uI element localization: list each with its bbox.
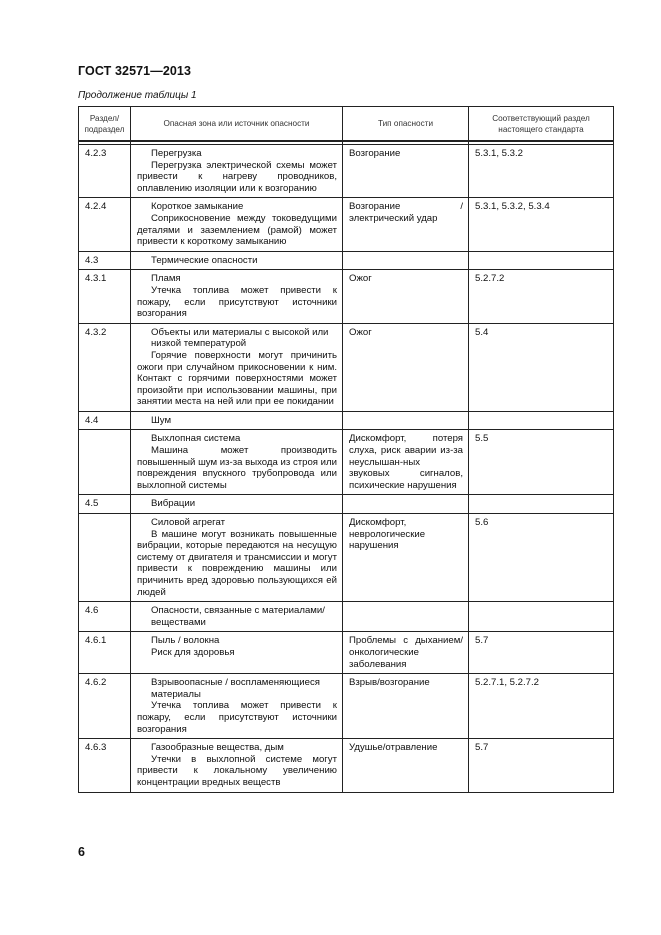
table-row bbox=[79, 739, 614, 792]
row-hazard-type: Дискомфорт, неврологические нарушения bbox=[343, 514, 469, 602]
row-section-number: 4.6 bbox=[79, 602, 131, 632]
row-standard-reference: 5.7 bbox=[469, 739, 614, 792]
table-row bbox=[79, 251, 614, 270]
header-hazard-zone: Опасная зона или источник опасности bbox=[131, 107, 343, 142]
row-hazard-zone bbox=[131, 602, 343, 632]
row-standard-reference: 5.4 bbox=[469, 323, 614, 411]
row-standard-reference bbox=[469, 495, 614, 514]
row-hazard-zone bbox=[131, 739, 343, 792]
hazard-description: В машине могут возникать повышенные вибрации, которые передаются на несущую систему от двигателя и трансмиссии и могут привести к повреждению машины или причинить вред здоровью пользующихся ей людей bbox=[137, 528, 337, 598]
row-section-number: 4.6.2 bbox=[79, 674, 131, 739]
row-hazard-type: Ожог bbox=[343, 270, 469, 323]
row-standard-reference bbox=[469, 411, 614, 430]
hazard-title: Шум bbox=[151, 414, 172, 426]
row-section-number: 4.6.3 bbox=[79, 739, 131, 792]
row-hazard-zone bbox=[131, 411, 343, 430]
row-hazard-zone bbox=[131, 632, 343, 674]
hazard-description: Машина может производить повышенный шум из-за выхода из строя или повреждения впускного трубопровода или выхлопной системы bbox=[137, 445, 337, 491]
row-standard-reference: 5.7 bbox=[469, 632, 614, 674]
row-hazard-zone bbox=[131, 430, 343, 495]
row-standard-reference: 5.5 bbox=[469, 430, 614, 495]
header-standard-section: Соответствующий раздел настоящего стандарта bbox=[469, 107, 614, 142]
table-row bbox=[79, 602, 614, 632]
table-row bbox=[79, 514, 614, 602]
table-row bbox=[79, 495, 614, 514]
row-section-number: 4.3.1 bbox=[79, 270, 131, 323]
table-row bbox=[79, 323, 614, 411]
row-hazard-type: Возгорание bbox=[343, 145, 469, 198]
row-section-number: 4.6.1 bbox=[79, 632, 131, 674]
row-section-number bbox=[79, 514, 131, 602]
row-section-number: 4.2.3 bbox=[79, 145, 131, 198]
hazard-subtitle: Риск для здоровья bbox=[151, 646, 235, 658]
header-hazard-type: Тип опасности bbox=[343, 107, 469, 142]
row-standard-reference: 5.2.7.1, 5.2.7.2 bbox=[469, 674, 614, 739]
row-standard-reference: 5.3.1, 5.3.2 bbox=[469, 145, 614, 198]
hazard-title: Короткое замыкание bbox=[151, 201, 244, 213]
row-hazard-type bbox=[343, 495, 469, 514]
row-section-number: 4.4 bbox=[79, 411, 131, 430]
row-hazard-zone bbox=[131, 270, 343, 323]
hazard-title: Газообразные вещества, дым bbox=[151, 742, 284, 754]
table-row bbox=[79, 632, 614, 674]
table-row bbox=[79, 270, 614, 323]
hazard-title: Взрывоопасные / воспламеняющиеся материалы bbox=[151, 677, 320, 700]
row-section-number: 4.3 bbox=[79, 251, 131, 270]
row-section-number: 4.3.2 bbox=[79, 323, 131, 411]
row-hazard-type: Возгорание / электрический удар bbox=[343, 198, 469, 251]
hazard-description: Утечка топлива может привести к пожару, если присутствуют источники возгорания bbox=[137, 700, 337, 735]
table-row bbox=[79, 430, 614, 495]
hazard-title: Объекты или материалы с высокой или низкой температурой bbox=[151, 326, 329, 350]
table-caption: Продолжение таблицы 1 bbox=[78, 90, 197, 101]
hazard-title: Вибрации bbox=[151, 498, 196, 510]
hazard-description: Горячие поверхности могут причинить ожоги при случайном прикосновении к ним. Контакт с горячими поверхностями может произойти при использовании машины, при занятии места на ней или при ее покидании bbox=[137, 349, 337, 408]
hazard-table bbox=[78, 106, 614, 793]
hazard-title: Пыль / волокна bbox=[151, 635, 220, 647]
table-row bbox=[79, 411, 614, 430]
hazard-title: Пламя bbox=[151, 273, 181, 285]
hazard-title: Выхлопная система bbox=[151, 433, 241, 445]
row-section-number: 4.5 bbox=[79, 495, 131, 514]
table-row bbox=[79, 145, 614, 198]
row-hazard-zone bbox=[131, 198, 343, 251]
header-section: Раздел/ подраздел bbox=[79, 107, 131, 142]
row-hazard-zone bbox=[131, 323, 343, 411]
hazard-description: Соприкосновение между токоведущими деталями и заземлением (рамой) может привести к короткому замыканию bbox=[137, 212, 337, 248]
row-hazard-zone bbox=[131, 674, 343, 739]
row-hazard-type: Дискомфорт, потеря слуха, риск аварии из-за неуслышан-ных звуковых сигналов, психические нарушения bbox=[343, 430, 469, 495]
row-hazard-type bbox=[343, 411, 469, 430]
row-hazard-type: Проблемы с дыханием/ онкологические заболевания bbox=[343, 632, 469, 674]
row-standard-reference: 5.6 bbox=[469, 514, 614, 602]
hazard-description: Утечки в выхлопной системе могут привести к локальному увеличению концентрации вредных веществ bbox=[137, 753, 337, 788]
hazard-title: Термические опасности bbox=[151, 254, 258, 266]
row-hazard-zone bbox=[131, 514, 343, 602]
page-number: 6 bbox=[78, 845, 85, 859]
row-standard-reference bbox=[469, 602, 614, 632]
row-hazard-type: Взрыв/возгорание bbox=[343, 674, 469, 739]
document-title: ГОСТ 32571—2013 bbox=[78, 64, 192, 78]
hazard-title: Перегрузка bbox=[151, 148, 202, 159]
hazard-description: Перегрузка электрической схемы может привести к нагреву проводников, оплавлению изоляции или к возгоранию bbox=[137, 159, 337, 194]
table-header-row bbox=[79, 107, 614, 142]
row-standard-reference bbox=[469, 251, 614, 270]
row-hazard-zone bbox=[131, 145, 343, 198]
row-hazard-zone bbox=[131, 251, 343, 270]
table-row bbox=[79, 674, 614, 739]
hazard-title: Опасности, связанные с материалами/ веществами bbox=[151, 605, 325, 628]
row-standard-reference: 5.3.1, 5.3.2, 5.3.4 bbox=[469, 198, 614, 251]
row-hazard-type: Удушье/отравление bbox=[343, 739, 469, 792]
row-hazard-type bbox=[343, 251, 469, 270]
row-hazard-type bbox=[343, 602, 469, 632]
row-standard-reference: 5.2.7.2 bbox=[469, 270, 614, 323]
row-section-number bbox=[79, 430, 131, 495]
hazard-title: Силовой агрегат bbox=[151, 517, 225, 529]
row-hazard-type: Ожог bbox=[343, 323, 469, 411]
row-hazard-zone bbox=[131, 495, 343, 514]
hazard-description: Утечка топлива может привести к пожару, если присутствуют источники возгорания bbox=[137, 284, 337, 320]
row-section-number: 4.2.4 bbox=[79, 198, 131, 251]
table-row bbox=[79, 198, 614, 251]
